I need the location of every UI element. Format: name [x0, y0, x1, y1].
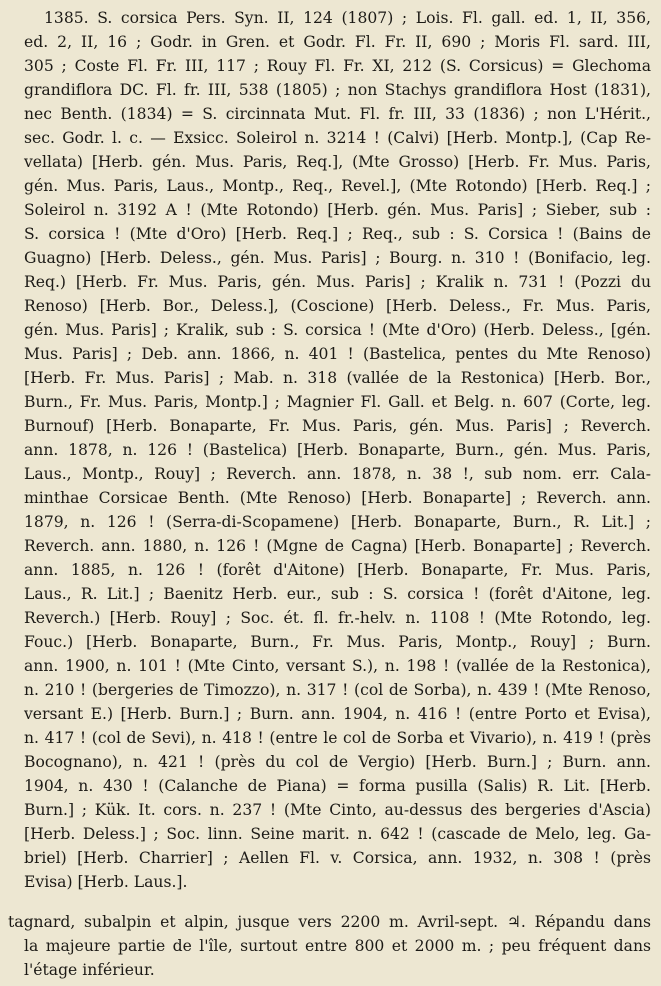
text-line: nec Benth. (1834) = S. circinnata Mut. Fl. fr. III, 33 (1836) ; non L'Hérit.,: [24, 105, 651, 123]
text-line: S. corsica ! (Mte d'Oro) [Herb. Req.] ; Req., sub : S. Corsica ! (Bains de: [24, 225, 651, 243]
text-line: Guagno) [Herb. Deless., gén. Mus. Paris] ; Bourg. n. 310 ! (Bonifacio, leg.: [24, 249, 651, 267]
text-line: gén. Mus. Paris, Laus., Montp., Req., Revel.], (Mte Rotondo) [Herb. Req.] ;: [24, 177, 651, 195]
text-line: vellata) [Herb. gén. Mus. Paris, Req.], (Mte Grosso) [Herb. Fr. Mus. Paris,: [24, 153, 651, 171]
text-line: gén. Mus. Paris] ; Kralik, sub : S. corsica ! (Mte d'Oro) (Herb. Deless., [gén.: [24, 321, 651, 339]
text-line: 1385. S. corsica Pers. Syn. II, 124 (1807) ; Lois. Fl. gall. ed. 1, II, 356,: [44, 9, 651, 27]
text-line: grandiflora DC. Fl. fr. III, 538 (1805) ; non Stachys grandiflora Host (1831),: [24, 81, 651, 99]
text-line: 1904, n. 430 ! (Calanche de Piana) = forma pusilla (Salis) R. Lit. [Herb.: [24, 777, 651, 795]
text-line: Reverch.) [Herb. Rouy] ; Soc. ét. fl. fr.-helv. n. 1108 ! (Mte Rotondo, leg.: [24, 609, 651, 627]
text-line: 305 ; Coste Fl. Fr. III, 117 ; Rouy Fl. Fr. XI, 212 (S. Corsicus) = Glechoma: [24, 57, 651, 75]
text-line: [Herb. Fr. Mus. Paris] ; Mab. n. 318 (vallée de la Restonica) [Herb. Bor.,: [24, 369, 651, 387]
text-line: Renoso) [Herb. Bor., Deless.], (Coscione) [Herb. Deless., Fr. Mus. Paris,: [24, 297, 651, 315]
text-line: n. 417 ! (col de Sevi), n. 418 ! (entre le col de Sorba et Vivario), n. 419 ! (près: [24, 729, 651, 747]
text-line: [Herb. Deless.] ; Soc. linn. Seine marit. n. 642 ! (cascade de Melo, leg. Ga-: [24, 825, 651, 843]
habitat-paragraph: [0, 910, 661, 982]
text-line: Reverch. ann. 1880, n. 126 ! (Mgne de Cagna) [Herb. Bonaparte] ; Reverch.: [24, 537, 651, 555]
text-line: Fouc.) [Herb. Bonaparte, Burn., Fr. Mus. Paris, Montp., Rouy] ; Burn.: [24, 633, 651, 651]
text-line: ann. 1878, n. 126 ! (Bastelica) [Herb. Bonaparte, Burn., gén. Mus. Paris,: [24, 441, 651, 459]
text-line: Laus., Montp., Rouy] ; Reverch. ann. 1878, n. 38 !, sub nom. err. Cala-: [24, 465, 651, 483]
habitat-line: l'étage inférieur.: [24, 961, 155, 979]
text-line: sec. Godr. l. c. — Exsicc. Soleirol n. 3214 ! (Calvi) [Herb. Montp.], (Cap Re-: [24, 129, 651, 147]
text-line: Soleirol n. 3192 A ! (Mte Rotondo) [Herb. gén. Mus. Paris] ; Sieber, sub :: [24, 201, 651, 219]
text-line: 1879, n. 126 ! (Serra-di-Scopamene) [Herb. Bonaparte, Burn., R. Lit.] ;: [24, 513, 651, 531]
text-line: Evisa) [Herb. Laus.].: [24, 873, 188, 891]
text-line: Req.) [Herb. Fr. Mus. Paris, gén. Mus. Paris] ; Kralik n. 731 ! (Pozzi du: [24, 273, 651, 291]
text-line: Bocognano), n. 421 ! (près du col de Vergio) [Herb. Burn.] ; Burn. ann.: [24, 753, 651, 771]
text-line: Laus., R. Lit.] ; Baenitz Herb. eur., sub : S. corsica ! (forêt d'Aitone, leg.: [24, 585, 651, 603]
text-line: n. 210 ! (bergeries de Timozzo), n. 317 ! (col de Sorba), n. 439 ! (Mte Renoso,: [24, 681, 651, 699]
text-line: Burn.] ; Kük. It. cors. n. 237 ! (Mte Cinto, au-dessus des bergeries d'Ascia): [24, 801, 651, 819]
text-line: versant E.) [Herb. Burn.] ; Burn. ann. 1904, n. 416 ! (entre Porto et Evisa),: [24, 705, 651, 723]
habitat-line: la majeure partie de l'île, surtout entre 800 et 2000 m. ; peu fréquent dans: [24, 937, 651, 955]
text-line: minthae Corsicae Benth. (Mte Renoso) [Herb. Bonaparte] ; Reverch. ann.: [24, 489, 651, 507]
text-line: ann. 1885, n. 126 ! (forêt d'Aitone) [Herb. Bonaparte, Fr. Mus. Paris,: [24, 561, 651, 579]
text-line: Burnouf) [Herb. Bonaparte, Fr. Mus. Paris, gén. Mus. Paris] ; Reverch.: [24, 417, 651, 435]
text-line: ed. 2, II, 16 ; Godr. in Gren. et Godr. Fl. Fr. II, 690 ; Moris Fl. sard. III,: [24, 33, 651, 51]
text-line: briel) [Herb. Charrier] ; Aellen Fl. v. Corsica, ann. 1932, n. 308 ! (près: [24, 849, 651, 867]
text-line: Mus. Paris] ; Deb. ann. 1866, n. 401 ! (Bastelica, pentes du Mte Renoso): [24, 345, 651, 363]
text-line: ann. 1900, n. 101 ! (Mte Cinto, versant S.), n. 198 ! (vallée de la Restonica),: [24, 657, 651, 675]
text-line: Burn., Fr. Mus. Paris, Montp.] ; Magnier Fl. Gall. et Belg. n. 607 (Corte, leg.: [24, 393, 651, 411]
species-entry: [0, 6, 661, 894]
habitat-line: tagnard, subalpin et alpin, jusque vers 2200 m. Avril-sept. ♃. Répandu dans: [8, 913, 651, 931]
